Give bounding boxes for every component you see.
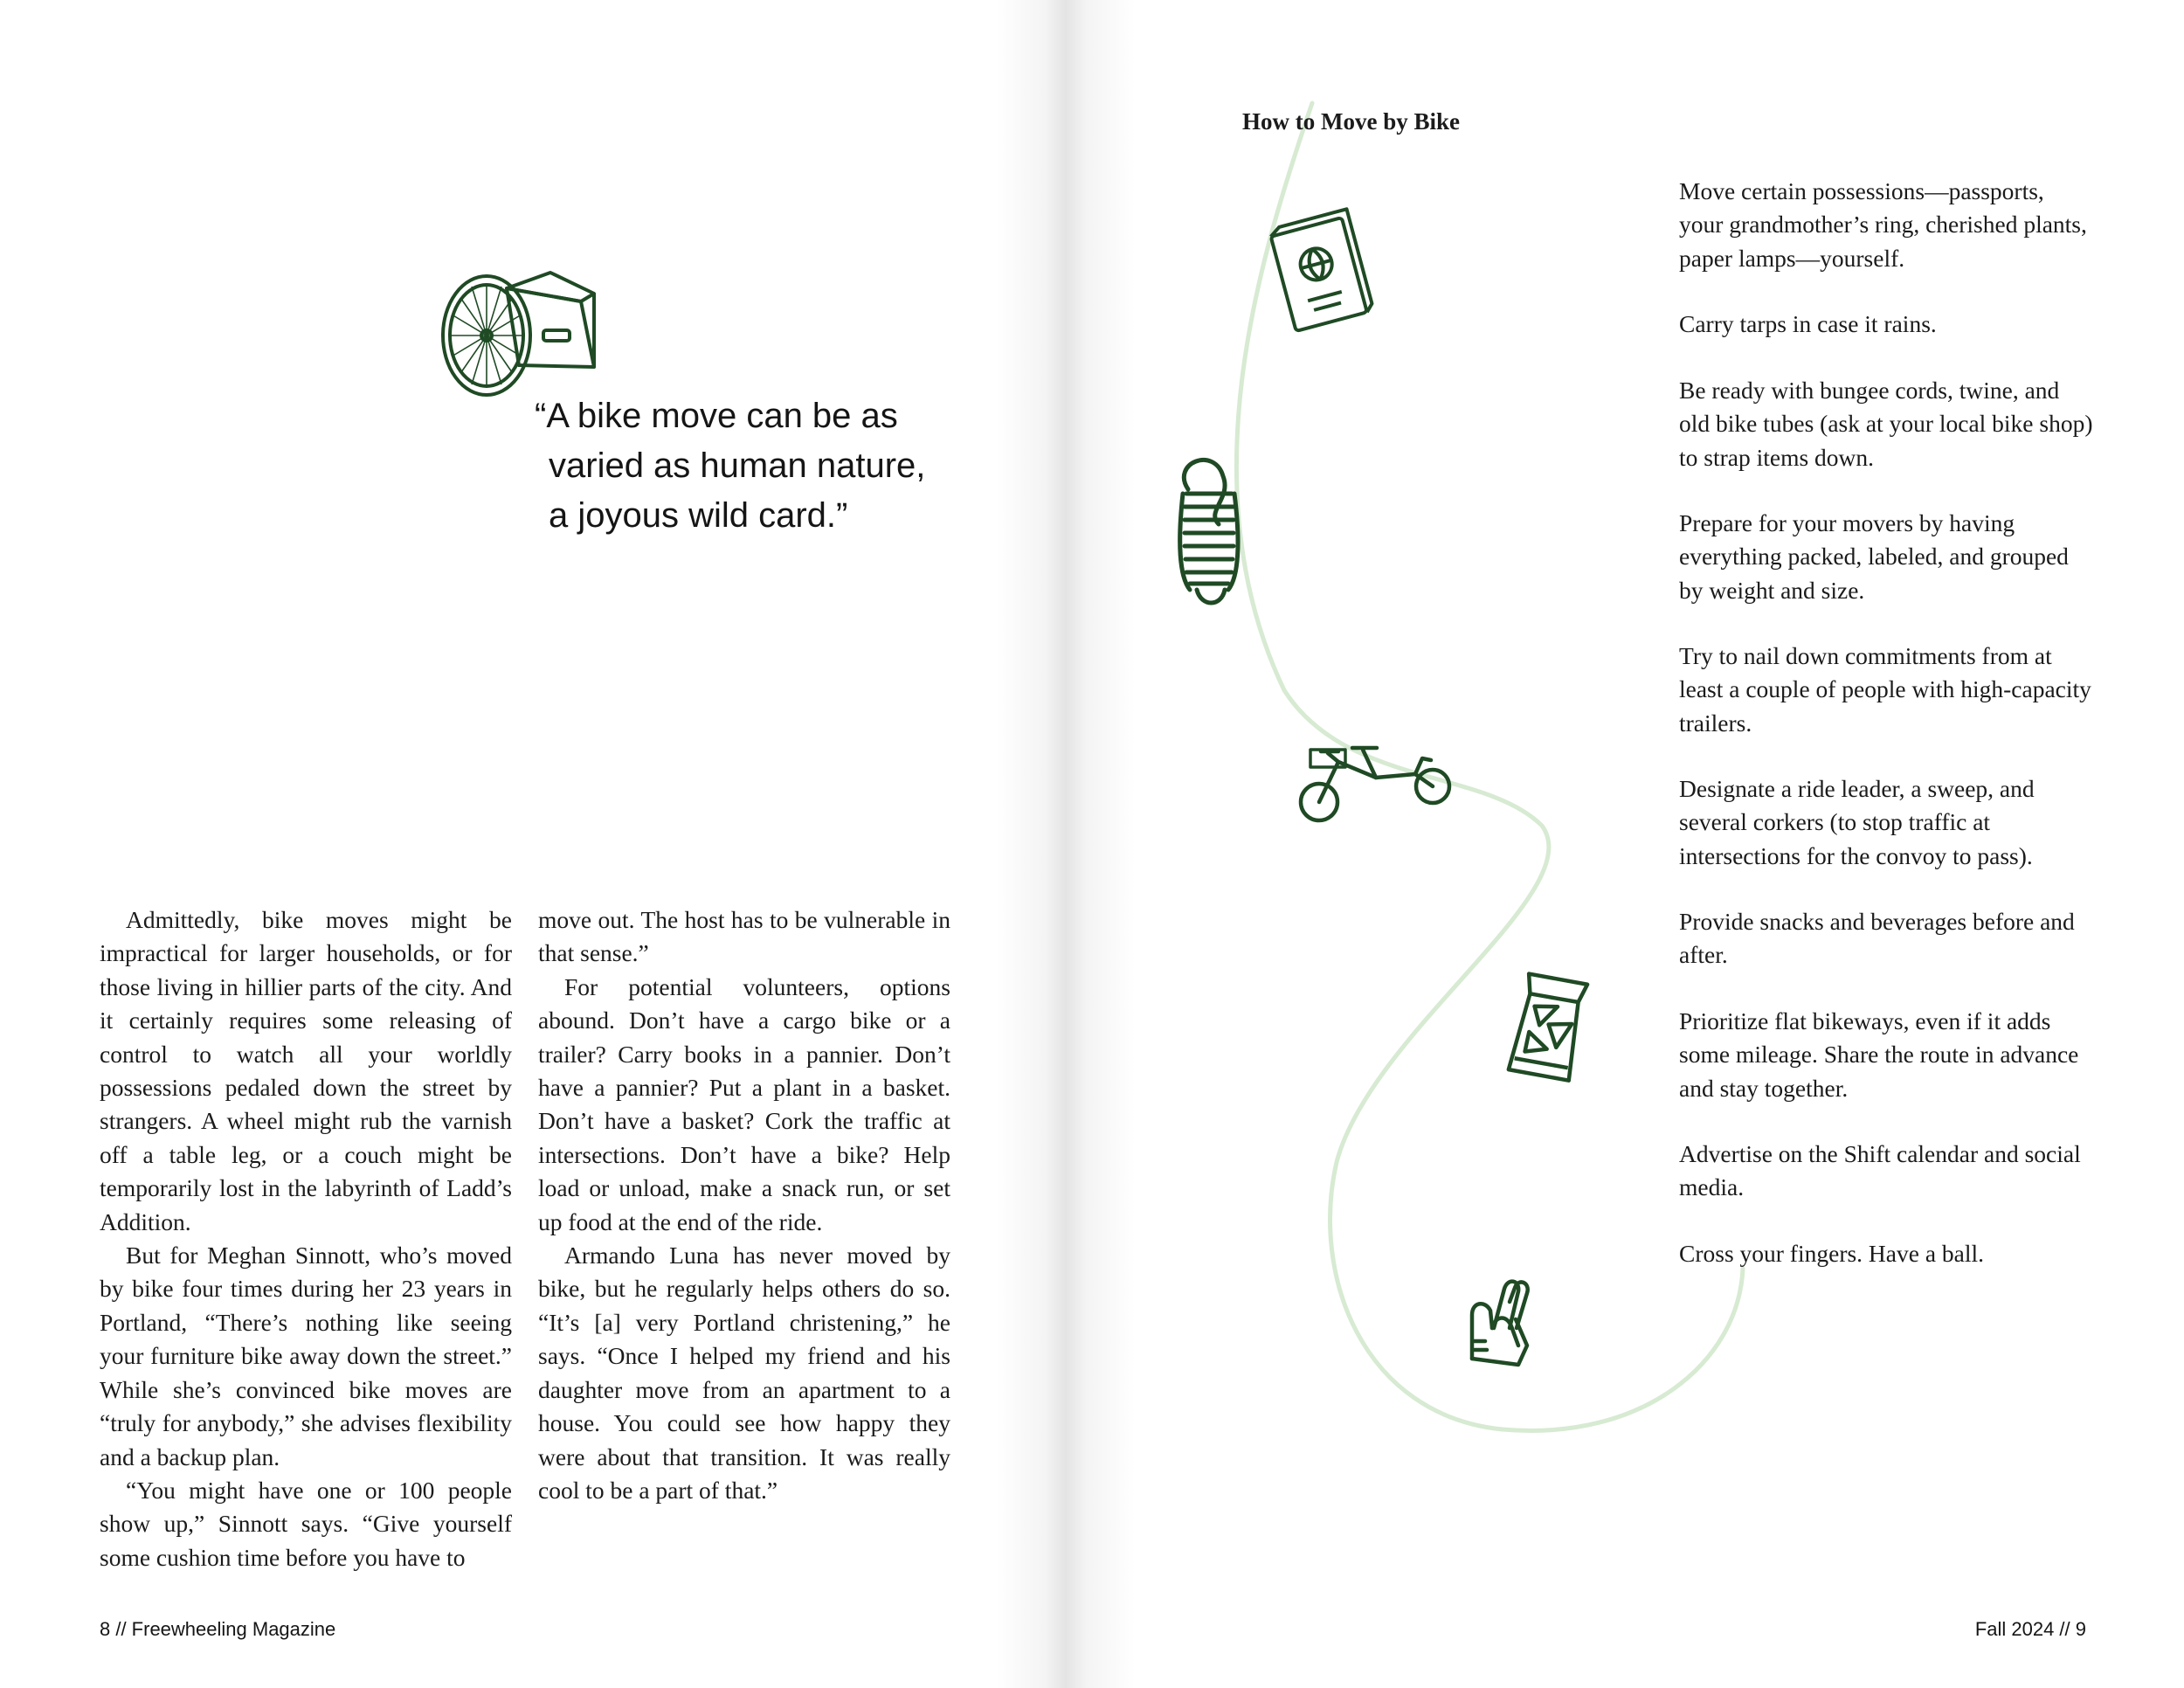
paragraph: Admittedly, bike moves might be impractical for larger households, or for those living in hillier parts of the city. And it certainly requires some releasing of control to watch all your worldly possessions pedaled down the street by strangers. A wheel might rub the varnish off a table leg, or a couch might be temporarily lost in the labyrinth of Ladd’s Addition. bbox=[100, 906, 512, 1235]
pull-quote-line-3: a joyous wild card.” bbox=[549, 496, 848, 535]
body-column-left bbox=[100, 903, 512, 1574]
tip-item: Carry tarps in case it rains. bbox=[1679, 310, 1937, 337]
footer-right-folio: Fall 2024 // 9 bbox=[1974, 1618, 2086, 1640]
footer-left-folio: 8 // Freewheeling Magazine bbox=[100, 1618, 336, 1640]
body-column-right bbox=[538, 903, 950, 1507]
tip-item: Designate a ride leader, a sweep, and several corkers (to stop traffic at intersections for the convoy to pass). bbox=[1679, 775, 2035, 869]
pull-quote bbox=[535, 391, 1024, 541]
paragraph: “You might have one or 100 people show up,” Sinnott says. “Give yourself some cushion time before you have to bbox=[100, 1476, 512, 1571]
snack-bag-icon bbox=[1509, 972, 1589, 1083]
tip-item: Provide snacks and beverages before and after. bbox=[1679, 908, 2075, 969]
tip-item: Advertise on the Shift calendar and social media. bbox=[1679, 1140, 2081, 1201]
wheel-and-box-icon bbox=[443, 273, 594, 395]
crossed-fingers-icon bbox=[1472, 1282, 1528, 1365]
tip-item: Prioritize flat bikeways, even if it adds some mileage. Share the route in advance and stay together. bbox=[1679, 1007, 2079, 1102]
tip-item: Prepare for your movers by having everything packed, labeled, and grouped by weight and size. bbox=[1679, 509, 2069, 604]
tip-item: Be ready with bungee cords, twine, and old bike tubes (ask at your local bike shop) to strap items down. bbox=[1679, 377, 2093, 471]
section-title: How to Move by Bike bbox=[1242, 108, 1460, 135]
tip-item: Cross your fingers. Have a ball. bbox=[1679, 1240, 1985, 1267]
paragraph: Armando Luna has never moved by bike, but he regularly helps others do so. “It’s [a] very Portland christening,” he says. “Once I helped my friend and his daughter move from an apartment to a house. You could see how happy they were about that transition. It was really cool to be a part of that.” bbox=[538, 1242, 950, 1504]
tip-item: Try to nail down commitments from at least a couple of people with high-capacity trailers. bbox=[1679, 642, 2091, 737]
passport-icon bbox=[1269, 209, 1374, 331]
paragraph: But for Meghan Sinnott, who’s moved by bike four times during her 23 years in Portland, “There’s nothing like seeing your furniture bike away down the street.” While she’s convinced bike moves are “truly for anybody,” she advises flexibility and a backup plan. bbox=[100, 1242, 512, 1470]
paragraph: move out. The host has to be vulnerable in that sense.” bbox=[538, 906, 950, 967]
pull-quote-line-1: “A bike move can be as bbox=[535, 397, 898, 435]
pull-quote-line-2: varied as human nature, bbox=[549, 446, 926, 485]
rope-coil-icon bbox=[1180, 460, 1238, 603]
paragraph: For potential volunteers, options abound. Don’t have a cargo bike or a trailer? Carry books in a pannier. Don’t have a pannier? Put a plant in a basket. Don’t have a basket? Cork the traffic at intersections. Don’t have a bike? Help load or unload, make a snack run, or set up food at the end of the ride. bbox=[538, 972, 950, 1235]
tip-item: Move certain possessions—passports, your grandmother’s ring, cherished plants, paper lamps—yourself. bbox=[1679, 177, 2087, 272]
